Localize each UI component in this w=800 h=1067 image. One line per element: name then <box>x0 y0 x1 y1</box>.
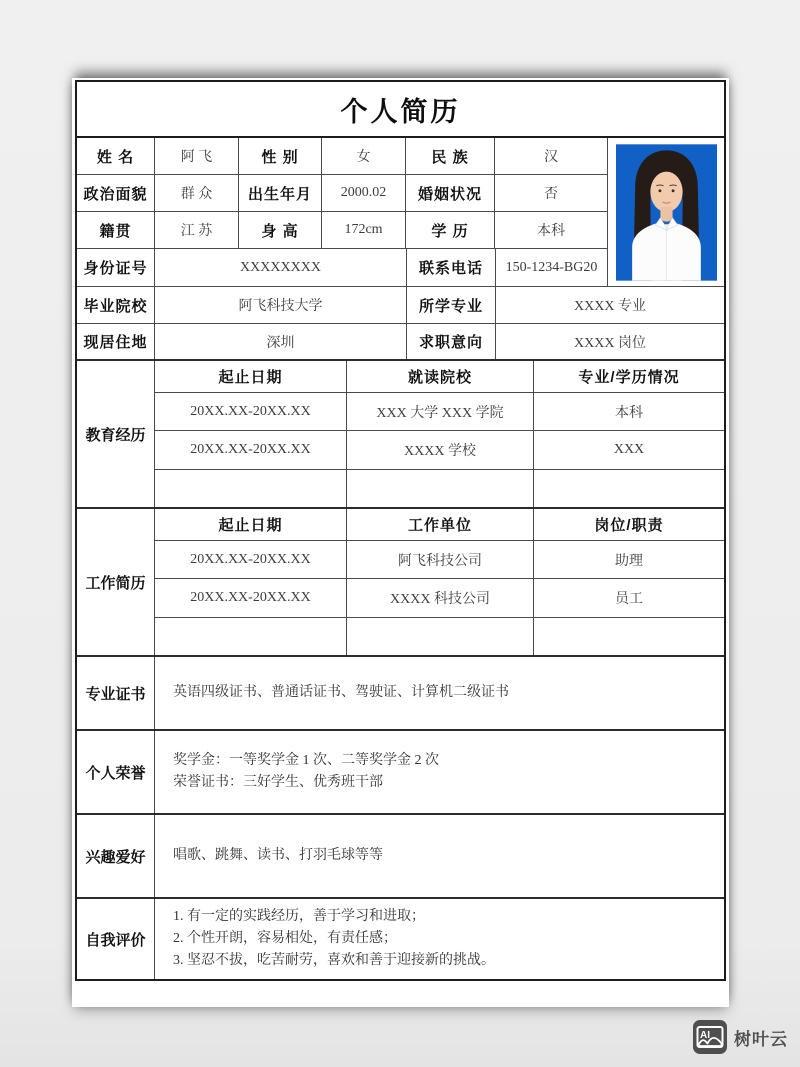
education-row-2-school: XXXX 学校 <box>347 431 534 468</box>
field-value-degree: 本科 <box>537 224 565 239</box>
work-row-1 <box>155 541 724 579</box>
honors-content <box>155 731 724 813</box>
hobbies-section <box>77 815 724 899</box>
education-section <box>77 361 724 509</box>
education-row-2-dates: 20XX.XX-20XX.XX <box>155 431 347 468</box>
work-section-label: 工作简历 <box>77 509 155 655</box>
field-label-marital-status: 婚姻状况 <box>406 175 495 211</box>
field-value-hometown: 江 苏 <box>155 212 239 248</box>
brand-name: 树叶云 <box>734 1029 788 1049</box>
education-row-1 <box>155 393 724 431</box>
field-label-degree: 学 历 <box>406 212 495 248</box>
field-value-residence: 深圳 <box>155 324 407 359</box>
field-label-height: 身 高 <box>239 212 322 248</box>
id-photo <box>616 144 717 281</box>
work-section <box>77 509 724 657</box>
work-header-position: 岗位/职责 <box>594 517 664 534</box>
education-section-label: 教育经历 <box>77 361 155 507</box>
work-row-1-company: 阿飞科技公司 <box>347 541 534 578</box>
work-header-dates: 起止日期 <box>155 509 347 540</box>
field-label-name: 姓 名 <box>77 138 155 174</box>
resume-page <box>72 78 729 1007</box>
hobbies-line-1: 唱歌、跳舞、读书、打羽毛球等等 <box>173 848 383 863</box>
ai-image-icon <box>692 1019 728 1055</box>
field-label-phone: 联系电话 <box>407 249 496 286</box>
education-row-empty <box>155 470 724 507</box>
education-header-major: 专业/学历情况 <box>578 369 680 386</box>
table-row-university <box>77 287 724 324</box>
self-evaluation-content <box>155 899 724 979</box>
education-row-1-major: 本科 <box>615 405 643 421</box>
honors-line-1: 奖学金：一等奖学金 1 次、二等奖学金 2 次 <box>173 753 439 768</box>
field-value-job-intention: XXXX 岗位 <box>574 335 646 351</box>
field-value-ethnicity: 汉 <box>544 150 558 165</box>
field-label-political-status: 政治面貌 <box>77 175 155 211</box>
table-row-residence <box>77 324 724 361</box>
table-row-name <box>77 138 607 175</box>
svg-text:AI: AI <box>700 1030 710 1041</box>
table-row-political <box>77 175 607 212</box>
field-value-id-number: XXXXXXXX <box>155 249 407 286</box>
certificates-section-label: 专业证书 <box>77 657 155 729</box>
field-value-marital-status: 否 <box>544 187 558 202</box>
work-row-2-company: XXXX 科技公司 <box>347 579 534 616</box>
work-row-2 <box>155 579 724 617</box>
table-row-hometown <box>77 212 607 249</box>
field-value-birth-date: 2000.02 <box>322 175 406 211</box>
field-value-political-status: 群 众 <box>155 175 239 211</box>
resume-table-frame <box>75 80 726 981</box>
field-value-gender: 女 <box>322 138 406 174</box>
education-header-school: 就读院校 <box>347 361 534 392</box>
work-subtable <box>155 509 724 655</box>
education-row-3-school <box>347 470 534 507</box>
honors-line-2: 荣誉证书：三好学生、优秀班干部 <box>173 775 383 790</box>
self-evaluation-line-2: 2. 个性开朗，容易相处，有责任感； <box>173 931 397 946</box>
basic-info-block <box>77 138 724 287</box>
work-row-3-dates <box>155 618 347 655</box>
field-label-id-number: 身份证号 <box>77 249 155 286</box>
field-label-birth-date: 出生年月 <box>239 175 322 211</box>
self-evaluation-section <box>77 899 724 979</box>
field-label-job-intention: 求职意向 <box>407 324 496 359</box>
brand-watermark <box>692 1019 788 1055</box>
work-header-row <box>155 509 724 541</box>
hobbies-section-label: 兴趣爱好 <box>77 815 155 897</box>
field-label-university: 毕业院校 <box>77 287 155 323</box>
page-bottom-margin <box>72 981 729 1003</box>
education-row-2-major: XXX <box>613 441 645 457</box>
honors-section <box>77 731 724 815</box>
education-header-dates: 起止日期 <box>155 361 347 392</box>
work-row-empty <box>155 618 724 655</box>
field-value-name: 阿 飞 <box>155 138 239 174</box>
certificates-content <box>155 657 724 729</box>
self-evaluation-section-label: 自我评价 <box>77 899 155 979</box>
work-row-1-dates: 20XX.XX-20XX.XX <box>155 541 347 578</box>
work-row-2-dates: 20XX.XX-20XX.XX <box>155 579 347 616</box>
education-subtable <box>155 361 724 507</box>
field-value-phone: 150-1234-BG20 <box>505 259 598 275</box>
field-label-residence: 现居住地 <box>77 324 155 359</box>
resume-title: 个人简历 <box>77 82 724 138</box>
education-row-2 <box>155 431 724 469</box>
basic-info-grid <box>77 138 607 286</box>
field-label-hometown: 籍贯 <box>77 212 155 248</box>
certificates-section <box>77 657 724 731</box>
work-row-1-position: 助理 <box>615 553 643 569</box>
field-value-major: XXXX 专业 <box>574 299 646 314</box>
education-header-row <box>155 361 724 393</box>
education-row-1-school: XXX 大学 XXX 学院 <box>347 393 534 430</box>
field-label-major: 所学专业 <box>407 287 496 323</box>
field-value-university: 阿飞科技大学 <box>155 287 407 323</box>
field-label-gender: 性 别 <box>239 138 322 174</box>
work-row-2-position: 员工 <box>615 591 643 607</box>
education-row-3-dates <box>155 470 347 507</box>
certificates-line-1: 英语四级证书、普通话证书、驾驶证、计算机二级证书 <box>173 685 509 700</box>
hobbies-content <box>155 815 724 897</box>
self-evaluation-line-3: 3. 坚忍不拔，吃苦耐劳，喜欢和善于迎接新的挑战。 <box>173 953 495 968</box>
table-row-id-number <box>77 249 607 286</box>
self-evaluation-line-1: 1. 有一定的实践经历，善于学习和进取； <box>173 909 425 924</box>
work-row-3-company <box>347 618 534 655</box>
honors-section-label: 个人荣誉 <box>77 731 155 813</box>
id-photo-cell <box>607 138 724 286</box>
work-row-3-position <box>534 618 724 655</box>
field-label-ethnicity: 民 族 <box>406 138 495 174</box>
education-row-3-major <box>534 470 724 507</box>
field-value-height: 172cm <box>322 212 406 248</box>
work-header-company: 工作单位 <box>347 509 534 540</box>
education-row-1-dates: 20XX.XX-20XX.XX <box>155 393 347 430</box>
